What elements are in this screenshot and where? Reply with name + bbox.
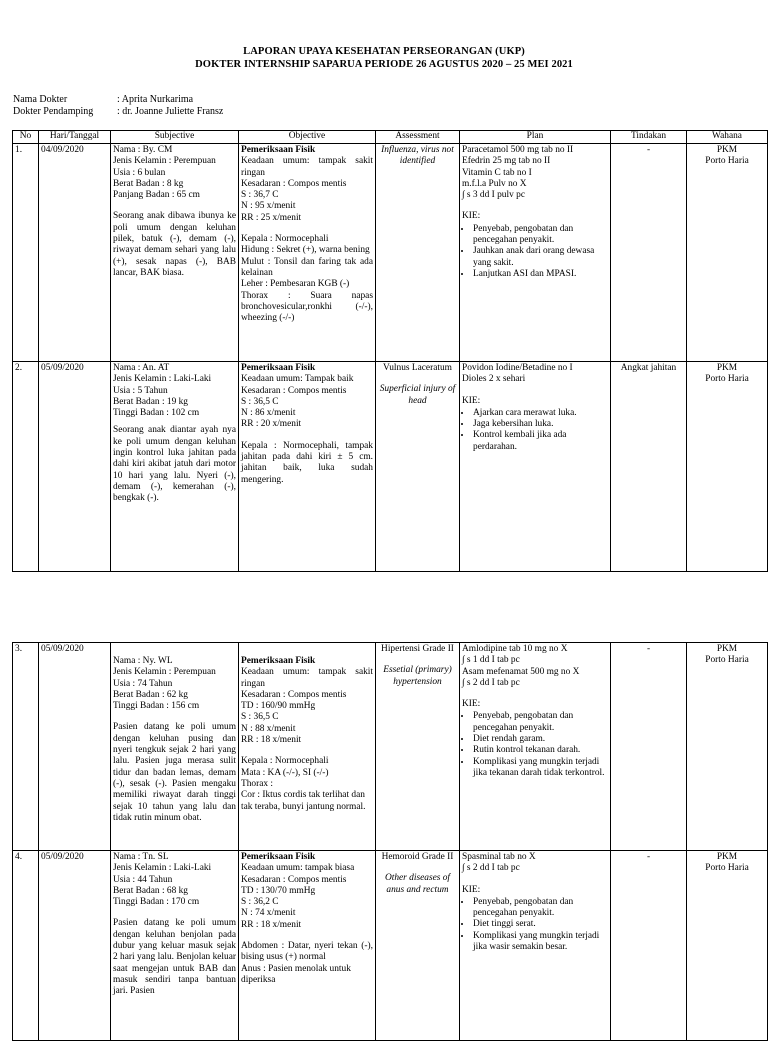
kie-label: KIE:: [462, 395, 481, 406]
patient-height: Tinggi Badan : 156 cm: [113, 701, 200, 712]
vital-sign: S : 36,5 C: [241, 712, 279, 723]
patient-age: Usia : 5 Tahun: [113, 385, 168, 396]
exam-finding: Kepala : Normocephali: [241, 234, 329, 245]
vital-sign: N : 86 x/menit: [241, 408, 296, 419]
doctor-row: [13, 94, 223, 106]
exam-finding: Kepala : Normocephali: [241, 756, 329, 767]
exam-finding: Anus : Pasien menolak untuk diperiksa: [241, 963, 351, 985]
patient-weight: Berat Badan : 68 kg: [113, 885, 188, 896]
report-table-page2: [12, 642, 768, 1041]
row-date: 05/09/2020: [39, 362, 111, 572]
doctor-value: : Aprita Nurkarima: [117, 94, 194, 105]
kie-item: • Penyebab, pengobatan dan pencegahan penyakit.: [472, 711, 608, 734]
patient-name: Nama : An. AT: [113, 363, 170, 373]
kie-item: • Komplikasi yang mungkin terjadi jika wasir semakin besar.: [472, 931, 608, 954]
row-date: 05/09/2020: [39, 643, 111, 851]
plan-cell: [460, 643, 611, 851]
row-no: 4.: [13, 851, 39, 1041]
wahana-cell: [687, 362, 768, 572]
objective-heading: Pemeriksaan Fisik: [241, 852, 316, 862]
general-condition: Keadaan umum: tampak biasa: [241, 863, 355, 874]
companion-value: : dr. Joanne Juliette Fransz: [117, 106, 224, 117]
objective-cell: [239, 851, 376, 1041]
patient-sex: Jenis Kelamin : Perempuan: [113, 156, 216, 167]
medication-dosage: ∫ s 2 dd I tab pc: [462, 677, 520, 688]
col-header-plan: Plan: [460, 131, 611, 144]
action-cell: -: [611, 851, 687, 1041]
medication: Spasminal tab no X: [462, 852, 536, 862]
col-header-objective: Objective: [239, 131, 376, 144]
companion-label: Dokter Pendamping: [13, 106, 94, 117]
objective-heading: Pemeriksaan Fisik: [241, 145, 316, 155]
patient-age: Usia : 44 Tahun: [113, 874, 173, 885]
objective-cell: [239, 144, 376, 362]
medication: Asam mefenamat 500 mg no X: [462, 666, 580, 677]
kie-list: [462, 897, 608, 953]
medication: m.f.l.a Pulv no X: [462, 178, 527, 189]
col-header-no: No: [13, 131, 39, 144]
vital-sign: Kesadaran : Compos mentis: [241, 689, 347, 700]
general-condition: Keadaan umum: Tampak baik: [241, 374, 354, 385]
kie-list: [462, 711, 608, 779]
patient-name: Nama : By. CM: [113, 145, 173, 155]
col-header-wahana: Wahana: [687, 131, 768, 144]
subjective-narrative: Seorang anak dibawa ibunya ke poli umum dengan keluhan pilek, batuk (-), demam (-), riwayat demam sehari yang lalu (+), sesak napas (-), BAB lancar, BAK biasa.: [113, 211, 236, 278]
table-row: [13, 643, 768, 851]
kie-label: KIE:: [462, 699, 481, 710]
patient-age: Usia : 74 Tahun: [113, 678, 173, 689]
patient-name: Nama : Tn. SL: [113, 852, 169, 862]
wahana-location: Porto Haria: [705, 863, 749, 874]
patient-sex: Jenis Kelamin : Laki-Laki: [113, 374, 212, 385]
vital-sign: N : 88 x/menit: [241, 723, 296, 734]
vital-sign: Kesadaran : Compos mentis: [241, 178, 347, 189]
exam-finding: Abdomen : Datar, nyeri tekan (-), bising usus (+) normal: [241, 941, 373, 963]
medication-dosage: Dioles 2 x sehari: [462, 374, 526, 385]
row-no: 3.: [13, 643, 39, 851]
kie-item: • Kontrol kembali jika ada perdarahan.: [472, 430, 608, 453]
table-row: [13, 362, 768, 572]
vital-sign: RR : 18 x/menit: [241, 735, 302, 746]
doctor-info: [13, 94, 223, 118]
exam-finding: Leher : Pembesaran KGB (-): [241, 279, 350, 290]
diagnosis-icd: Other diseases of anus and rectum: [384, 873, 451, 895]
medication: Amlodipine tab 10 mg no X: [462, 644, 568, 654]
report-subtitle: DOKTER INTERNSHIP SAPARUA PERIODE 26 AGUSTUS 2020 – 25 MEI 2021: [195, 59, 573, 70]
patient-height: Tinggi Badan : 170 cm: [113, 897, 200, 908]
vital-sign: TD : 160/90 mmHg: [241, 701, 316, 712]
col-header-action: Tindakan: [611, 131, 687, 144]
kie-list: [462, 224, 608, 280]
diagnosis-icd: Superficial injury of head: [379, 384, 456, 406]
kie-label: KIE:: [462, 884, 481, 895]
wahana-name: PKM: [716, 363, 738, 373]
vital-sign: S : 36,2 C: [241, 897, 279, 908]
general-condition: Keadaan umum: tampak sakit ringan: [241, 156, 373, 178]
medication-dosage: ∫ s 2 dd I tab pc: [462, 863, 520, 874]
patient-age: Usia : 6 bulan: [113, 167, 166, 178]
kie-item: • Penyebab, pengobatan dan pencegahan penyakit.: [472, 224, 608, 247]
vital-sign: N : 74 x/menit: [241, 908, 296, 919]
diagnosis-icd: Essetial (primary) hypertension: [383, 665, 452, 687]
patient-height: Tinggi Badan : 102 cm: [113, 408, 200, 419]
kie-item: • Jauhkan anak dari orang dewasa yang sakit.: [472, 246, 608, 269]
vital-sign: Kesadaran : Compos mentis: [241, 874, 347, 885]
diagnosis: Hipertensi Grade II: [381, 644, 454, 654]
wahana-name: PKM: [716, 644, 738, 654]
kie-item: • Penyebab, pengobatan dan pencegahan penyakit.: [472, 897, 608, 920]
assessment-cell: [376, 643, 460, 851]
plan-cell: [460, 851, 611, 1041]
table-header-row: [13, 131, 768, 144]
action-cell: -: [611, 144, 687, 362]
subjective-narrative: Seorang anak diantar ayah nya ke poli umum dengan keluhan ingin kontrol luka jahitan pada dahi kiri akibat jatuh dari motor 10 hari yang lalu. Nyeri (-), demam (-), kemerahan (-), bengkak (-).: [113, 425, 236, 504]
medication: Vitamin C tab no I: [462, 167, 532, 178]
kie-item: • Jaga kebersihan luka.: [472, 419, 608, 430]
patient-weight: Berat Badan : 8 kg: [113, 178, 184, 189]
assessment-cell: [376, 144, 460, 362]
vital-sign: Kesadaran : Compos mentis: [241, 385, 347, 396]
patient-sex: Jenis Kelamin : Laki-Laki: [113, 863, 212, 874]
table-row: [13, 851, 768, 1041]
patient-name: Nama : Ny. WL: [113, 656, 173, 666]
vital-sign: RR : 18 x/menit: [241, 919, 302, 930]
action-cell: Angkat jahitan: [611, 362, 687, 572]
subjective-narrative: Pasien datang ke poli umum dengan keluhan pusing dan nyeri tengkuk sejak 2 hari yang lalu. Pasien juga merasa sulit tidur dan badan lemas, demam (-), sesak (-). Pasien mengaku memiliki riwayat darah tinggi sejak 10 tahun yang lalu dan tidak rutin minum obat.: [113, 722, 236, 823]
kie-item: • Rutin kontrol tekanan darah.: [472, 745, 608, 756]
assessment-cell: [376, 362, 460, 572]
patient-weight: Berat Badan : 19 kg: [113, 396, 188, 407]
table-row: [13, 144, 768, 362]
objective-cell: [239, 643, 376, 851]
wahana-cell: [687, 144, 768, 362]
wahana-name: PKM: [716, 145, 738, 155]
general-condition: Keadaan umum: tampak sakit ringan: [241, 667, 373, 689]
exam-finding: Thorax : Suara napas bronchovesicular,ronkhi (-/-), wheezing (-/-): [241, 290, 373, 324]
report-title: LAPORAN UPAYA KESEHATAN PERSEORANGAN (UKP): [243, 46, 525, 57]
medication-dosage: ∫ s 1 dd I tab pc: [462, 655, 520, 666]
subjective-narrative: Pasien datang ke poli umum dengan keluhan benjolan pada dubur yang keluar masuk sejak 2 hari yang lalu. Benjolan keluar saat mengejan untuk BAB dan masuk sendiri tanpa bantuan jari. Pasien: [113, 918, 236, 997]
wahana-cell: [687, 851, 768, 1041]
exam-finding: Cor : Iktus cordis tak terlihat dan tak teraba, bunyi jantung normal.: [241, 790, 366, 812]
vital-sign: S : 36,5 C: [241, 396, 279, 407]
plan-cell: [460, 144, 611, 362]
subjective-cell: [111, 144, 239, 362]
report-table-page1: [12, 130, 768, 572]
kie-item: • Lanjutkan ASI dan MPASI.: [472, 269, 608, 280]
vital-sign: S : 36,7 C: [241, 190, 279, 201]
medication: Paracetamol 500 mg tab no II: [462, 145, 574, 155]
kie-item: • Ajarkan cara merawat luka.: [472, 408, 608, 419]
medication: Povidon Iodine/Betadine no I: [462, 363, 573, 373]
vital-sign: RR : 20 x/menit: [241, 419, 302, 430]
kie-list: [462, 408, 608, 453]
patient-weight: Berat Badan : 62 kg: [113, 689, 188, 700]
vital-sign: TD : 130/70 mmHg: [241, 885, 316, 896]
companion-row: [13, 106, 223, 118]
doctor-label: Nama Dokter: [13, 94, 68, 105]
vital-sign: N : 95 x/menit: [241, 201, 296, 212]
col-header-assessment: Assessment: [376, 131, 460, 144]
wahana-location: Porto Haria: [705, 655, 749, 666]
objective-cell: [239, 362, 376, 572]
kie-item: • Komplikasi yang mungkin terjadi jika tekanan darah tidak terkontrol.: [472, 757, 608, 780]
vital-sign: RR : 25 x/menit: [241, 212, 302, 223]
wahana-cell: [687, 643, 768, 851]
row-date: 05/09/2020: [39, 851, 111, 1041]
subjective-cell: [111, 643, 239, 851]
wahana-location: Porto Haria: [705, 156, 749, 167]
exam-finding: Hidung : Sekret (+), warna bening: [241, 245, 370, 256]
objective-heading: Pemeriksaan Fisik: [241, 656, 316, 666]
subjective-cell: [111, 362, 239, 572]
diagnosis: Hemoroid Grade II: [381, 852, 454, 862]
medication: Efedrin 25 mg tab no II: [462, 156, 551, 167]
diagnosis-icd: Influenza, virus not identified: [381, 145, 454, 167]
assessment-cell: [376, 851, 460, 1041]
subjective-cell: [111, 851, 239, 1041]
col-header-subjective: Subjective: [111, 131, 239, 144]
plan-cell: [460, 362, 611, 572]
row-no: 1.: [13, 144, 39, 362]
objective-heading: Pemeriksaan Fisik: [241, 363, 316, 373]
exam-finding: Kepala : Normocephali, tampak jahitan pada dahi kiri ± 5 cm. jahitan baik, luka sudah mengering.: [241, 440, 373, 485]
kie-item: • Diet rendah garam.: [472, 734, 608, 745]
diagnosis: Vulnus Laceratum: [383, 363, 452, 373]
row-no: 2.: [13, 362, 39, 572]
exam-finding: Mulut : Tonsil dan faring tak ada kelainan: [241, 256, 373, 278]
wahana-name: PKM: [716, 852, 738, 862]
medication-dosage: ∫ s 3 dd I pulv pc: [462, 190, 525, 201]
exam-finding: Mata : KA (-/-), SI (-/-): [241, 767, 329, 778]
patient-height: Panjang Badan : 65 cm: [113, 190, 200, 201]
exam-finding: Thorax :: [241, 778, 274, 789]
action-cell: -: [611, 643, 687, 851]
row-date: 04/09/2020: [39, 144, 111, 362]
patient-sex: Jenis Kelamin : Perempuan: [113, 667, 216, 678]
wahana-location: Porto Haria: [705, 374, 749, 385]
kie-item: • Diet tinggi serat.: [472, 919, 608, 930]
kie-label: KIE:: [462, 211, 481, 222]
col-header-date: Hari/Tanggal: [39, 131, 111, 144]
